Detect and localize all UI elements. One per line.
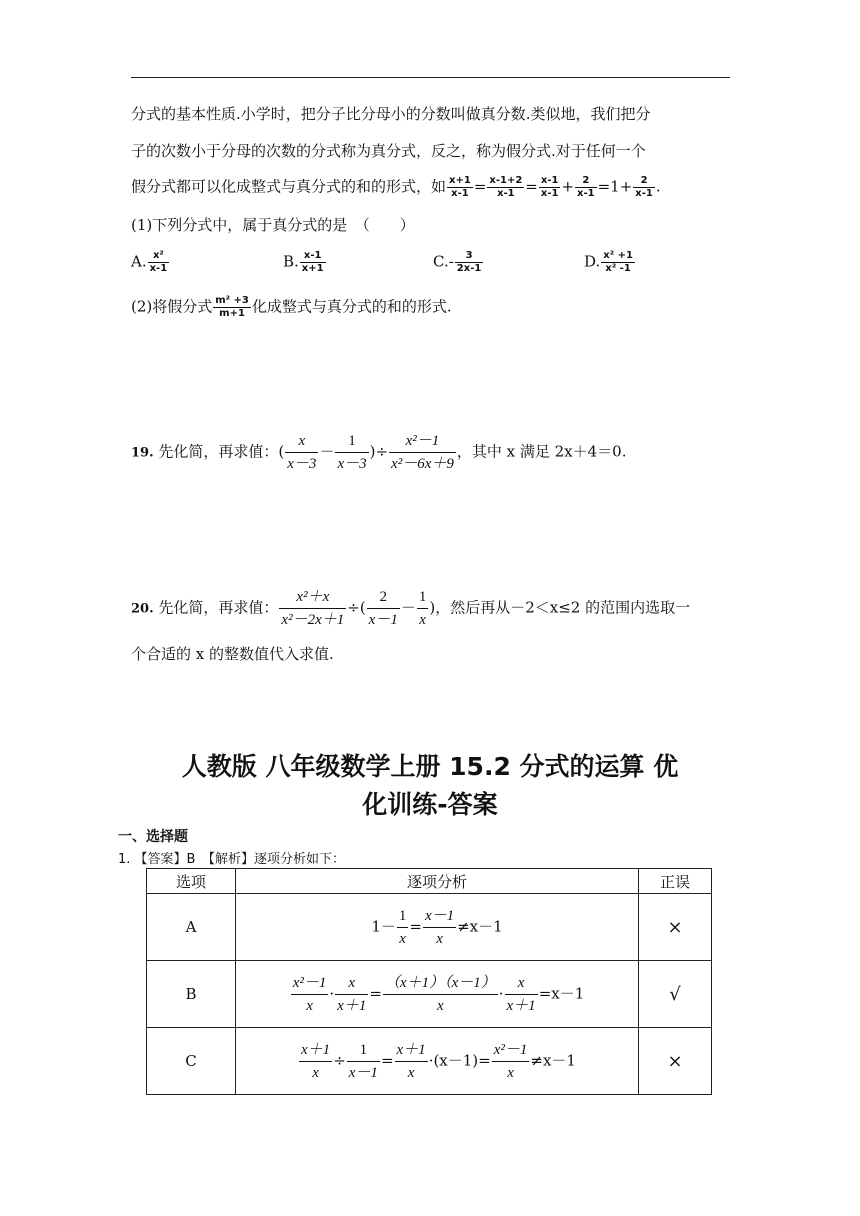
intro-line-3: 假分式都可以化成整式与真分式的和的形式，如 $\frac{x+1}{x-1}$ = $\frac{x-1+2}{x-1}$ = $\frac{x-1}{x-1}$ + $\frac{2}{x-1}$ =1+ $\frac{2}{x-1}$ . [131, 175, 661, 199]
answer-1: 1. 【答案】B 【解析】逐项分析如下： [118, 852, 345, 867]
example-fraction: $\frac{x-1}{x-1}$ [540, 175, 559, 199]
table-row [147, 961, 712, 1028]
header-verdict: 正误 [639, 869, 712, 894]
example-fraction: $\frac{x+1}{x-1}$ [449, 175, 471, 199]
row-verdict: × [639, 894, 712, 961]
header-option: 选项 [147, 869, 236, 894]
question-20: 20. 先化简，再求值： $\frac{\text{x²＋x}}{\text{x²－2x＋1}}$ ÷( $\frac{2}{x-1}$ － $\frac{1}{x}$ )，然后再从－2＜x≤2 的范围内选取一 [131, 586, 690, 631]
option-c-fraction: $\frac{3}{2x-1}$ [456, 250, 482, 274]
row-analysis: $\frac{\text{x²－1}}{x}$ · $\frac{x}{x+1}$ = $\frac{(x+1)(x-1)}{x}$ · $\frac{x}{x+1}$ =x－1 [236, 961, 639, 1028]
table-header-row [147, 869, 712, 894]
option-c: C.- $\frac{3}{2x-1}$ [433, 250, 482, 274]
option-d: D. $\frac{\text{x² +1}}{\text{x² -1}}$ [584, 250, 633, 274]
section-heading: 一、选择题 [118, 829, 188, 845]
intro-line-2: 子的次数小于分母的次数的分式称为真分式，反之，称为假分式.对于任何一个 [131, 142, 646, 160]
analysis-table [146, 868, 712, 1095]
row-analysis: 1－ $\frac{1}{x}$ = $\frac{x-1}{x}$ ≠x－1 [236, 894, 639, 961]
question-part-1: (1)下列分式中，属于真分式的是 （ ） [131, 216, 415, 234]
header-rule [131, 77, 730, 78]
improper-fraction: $\frac{\text{m² +3}}{m+1}$ [215, 295, 249, 319]
table-row [147, 894, 712, 961]
row-option: A [147, 894, 236, 961]
intro-line-1: 分式的基本性质.小学时，把分子比分母小的分数叫做真分数.类似地，我们把分 [131, 105, 651, 123]
option-d-fraction: $\frac{\text{x² +1}}{\text{x² -1}}$ [603, 250, 633, 274]
option-a: A. $\frac{\text{x²}}{x-1}$ [131, 250, 168, 274]
question-20-line-2: 个合适的 x 的整数值代入求值. [131, 645, 334, 663]
question-part-2: (2)将假分式 $\frac{\text{m² +3}}{m+1}$ 化成整式与真分式的和的形式. [131, 295, 452, 319]
example-fraction: $\frac{2}{x-1}$ [635, 175, 653, 199]
option-b: B. $\frac{x-1}{x+1}$ [283, 250, 324, 274]
row-verdict: × [639, 1028, 712, 1095]
row-verdict: √ [639, 961, 712, 1028]
question-19: 19. 先化简，再求值：( $\frac{x}{x-3}$ － $\frac{1}{x-3}$ )÷ $\frac{\text{x²－1}}{\text{x²－6x＋9}}$ ，其中 x 满足 2x＋4＝0. [131, 430, 627, 475]
example-fraction: $\frac{x-1+2}{x-1}$ [489, 175, 523, 199]
example-fraction: $\frac{2}{x-1}$ [577, 175, 595, 199]
table-row [147, 1028, 712, 1095]
option-a-fraction: $\frac{\text{x²}}{x-1}$ [149, 250, 168, 274]
option-b-fraction: $\frac{x-1}{x+1}$ [301, 250, 324, 274]
row-option: C [147, 1028, 236, 1095]
row-analysis: $\frac{x+1}{x}$ ÷ $\frac{1}{x-1}$ = $\frac{x+1}{x}$ ·(x－1)= $\frac{\text{x²－1}}{x}$ ≠x－1 [236, 1028, 639, 1095]
header-analysis: 逐项分析 [236, 869, 639, 894]
row-option: B [147, 961, 236, 1028]
answer-title: 人教版 八年级数学上册 15.2 分式的运算 优 化训练-答案 [181, 752, 679, 819]
